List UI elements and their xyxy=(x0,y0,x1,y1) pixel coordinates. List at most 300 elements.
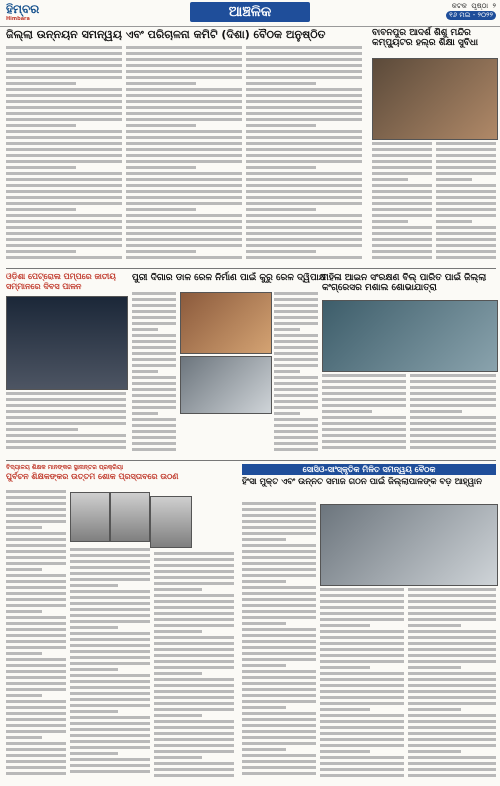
text-line xyxy=(126,136,242,139)
text-line xyxy=(242,772,316,775)
text-line xyxy=(408,654,496,657)
text-line xyxy=(154,636,234,639)
text-line xyxy=(70,716,150,719)
text-line xyxy=(242,556,316,559)
article-body-railway-col2 xyxy=(274,292,318,456)
text-line xyxy=(70,626,118,629)
text-line xyxy=(242,544,316,547)
text-line xyxy=(6,490,66,493)
text-line xyxy=(372,160,432,163)
text-line xyxy=(6,112,122,115)
text-line xyxy=(410,410,462,413)
text-line xyxy=(242,592,316,595)
text-line xyxy=(6,754,66,757)
text-line xyxy=(320,684,404,687)
headline-railway: ପୁରୀ ଦିଗାର ଡାଳ ରେଳ ନିର୍ମାଣ ପାଇଁ କୁରୁ ରେଳ ଦ୍ୱିପାକ୍ଷ xyxy=(132,273,327,283)
text-line xyxy=(242,562,316,565)
text-line xyxy=(132,328,158,331)
text-line xyxy=(154,558,234,561)
text-line xyxy=(242,664,286,667)
text-line xyxy=(154,774,234,777)
text-line xyxy=(372,184,432,187)
text-line xyxy=(246,94,362,97)
text-line xyxy=(408,672,496,675)
text-line xyxy=(274,298,318,301)
text-line xyxy=(372,202,432,205)
text-line xyxy=(242,742,316,745)
city-label: କଟକ xyxy=(451,2,467,10)
text-line xyxy=(126,220,242,223)
text-line xyxy=(126,250,196,253)
text-line xyxy=(6,136,122,139)
text-line xyxy=(372,220,408,223)
text-line xyxy=(246,178,362,181)
text-line xyxy=(6,118,122,121)
text-line xyxy=(408,648,496,651)
text-line xyxy=(320,678,404,681)
text-line xyxy=(322,374,406,377)
text-line xyxy=(372,232,432,235)
text-line xyxy=(408,720,496,723)
text-line xyxy=(126,226,242,229)
text-line xyxy=(70,662,150,665)
text-line xyxy=(320,588,404,591)
text-line xyxy=(154,744,234,747)
text-line xyxy=(274,328,300,331)
text-line xyxy=(6,94,122,97)
text-line xyxy=(126,82,196,85)
text-line xyxy=(274,352,318,355)
text-line xyxy=(126,94,242,97)
text-line xyxy=(242,610,316,613)
text-line xyxy=(70,608,150,611)
text-line xyxy=(322,440,406,443)
text-line xyxy=(154,702,234,705)
text-line xyxy=(132,304,176,307)
text-line xyxy=(154,726,234,729)
text-line xyxy=(70,728,150,731)
text-line xyxy=(246,244,362,247)
text-line xyxy=(126,178,242,181)
text-line xyxy=(70,644,150,647)
page-number: ୨ xyxy=(492,2,496,10)
text-line xyxy=(274,346,318,349)
article-body-petrol xyxy=(6,392,126,456)
page-label: ପୃଷ୍ଠା xyxy=(471,2,489,10)
text-line xyxy=(372,172,432,175)
text-line xyxy=(126,232,242,235)
text-line xyxy=(132,394,176,397)
text-line xyxy=(6,664,66,667)
text-line xyxy=(320,702,404,705)
text-line xyxy=(126,142,242,145)
text-line xyxy=(6,772,66,775)
text-line xyxy=(6,760,66,763)
text-line xyxy=(246,148,362,151)
text-line xyxy=(126,238,242,241)
text-line xyxy=(6,46,122,49)
text-line xyxy=(372,190,432,193)
text-line xyxy=(242,670,316,673)
text-line xyxy=(274,364,318,367)
text-line xyxy=(242,676,316,679)
text-line xyxy=(6,730,66,733)
article-body-teacher-col3 xyxy=(154,552,234,780)
text-line xyxy=(6,52,122,55)
text-line xyxy=(410,386,496,389)
text-line xyxy=(372,142,432,145)
text-line xyxy=(320,690,404,693)
text-line xyxy=(372,166,432,169)
text-line xyxy=(242,628,316,631)
text-line xyxy=(408,630,496,633)
text-line xyxy=(436,190,496,193)
text-line xyxy=(436,208,496,211)
article-body-meeting-col1 xyxy=(242,502,316,780)
text-line xyxy=(6,256,122,259)
text-line xyxy=(322,386,406,389)
text-line xyxy=(132,298,176,301)
text-line xyxy=(320,774,404,777)
text-line xyxy=(154,582,234,585)
text-line xyxy=(274,430,318,433)
text-line xyxy=(132,412,158,415)
text-line xyxy=(70,650,150,653)
text-line xyxy=(154,654,234,657)
text-line xyxy=(274,400,318,403)
photo-teacher-portrait-3 xyxy=(150,496,192,548)
text-line xyxy=(322,446,406,449)
text-line xyxy=(274,382,318,385)
text-line xyxy=(70,560,150,563)
headline-disha-meeting: ଜିଲ୍ଲା ଉନ୍ନୟନ ସମନ୍ୱୟ ଏବଂ ପରିଚାଳନା କମିଟି (ଦିଶା) ବୈଠକ ଅନୁଷ୍ଠିତ xyxy=(6,28,326,41)
text-line xyxy=(126,154,242,157)
text-line xyxy=(70,590,150,593)
text-line xyxy=(6,208,76,211)
text-line xyxy=(6,410,126,413)
divider xyxy=(6,460,496,461)
text-line xyxy=(154,696,234,699)
text-line xyxy=(274,436,318,439)
text-line xyxy=(242,652,316,655)
text-line xyxy=(154,624,234,627)
logo-subtext: Himbara xyxy=(6,16,30,22)
text-line xyxy=(246,136,362,139)
text-line xyxy=(242,712,316,715)
text-line xyxy=(154,672,202,675)
text-line xyxy=(154,552,234,555)
text-line xyxy=(408,702,496,705)
text-line xyxy=(410,446,496,449)
text-line xyxy=(154,642,234,645)
issue-meta xyxy=(420,2,496,20)
text-line xyxy=(154,570,234,573)
text-line xyxy=(436,226,496,229)
text-line xyxy=(246,82,316,85)
text-line xyxy=(70,698,150,701)
text-line xyxy=(274,442,318,445)
headline-petrol: ଓଡ଼ିଶା ପେଟ୍ରୋଲ ପମ୍ପରେ ଜାତୀୟ ସମ୍ମାନରେ ଦିବସ ପାଳନ xyxy=(6,272,116,291)
text-line xyxy=(242,640,316,643)
text-line xyxy=(154,666,234,669)
text-line xyxy=(126,166,196,169)
logo-text: ହିମ୍ବର xyxy=(6,2,40,16)
text-line xyxy=(154,732,234,735)
text-line xyxy=(246,100,362,103)
text-line xyxy=(322,422,406,425)
text-line xyxy=(408,732,496,735)
text-line xyxy=(436,220,472,223)
text-line xyxy=(70,548,150,551)
text-line xyxy=(246,214,362,217)
text-line xyxy=(322,416,406,419)
text-line xyxy=(246,256,362,259)
photo-school-event xyxy=(372,58,498,140)
text-line xyxy=(410,380,496,383)
text-line xyxy=(6,100,122,103)
text-line xyxy=(242,622,286,625)
text-line xyxy=(246,166,316,169)
text-line xyxy=(132,436,176,439)
text-line xyxy=(372,250,432,253)
text-line xyxy=(132,364,176,367)
text-line xyxy=(320,738,404,741)
text-line xyxy=(132,346,176,349)
photo-petrol-pump xyxy=(6,296,128,390)
text-line xyxy=(242,532,316,535)
text-line xyxy=(6,514,66,517)
text-line xyxy=(274,424,318,427)
text-line xyxy=(6,392,126,395)
text-line xyxy=(132,292,176,295)
text-line xyxy=(126,148,242,151)
text-line xyxy=(246,238,362,241)
text-line xyxy=(6,148,122,151)
text-line xyxy=(242,538,286,541)
text-line xyxy=(126,196,242,199)
text-line xyxy=(410,422,496,425)
text-line xyxy=(320,732,404,735)
text-line xyxy=(408,666,461,669)
text-line xyxy=(70,674,150,677)
photo-railway-meeting xyxy=(180,292,272,354)
text-line xyxy=(274,334,318,337)
text-line xyxy=(320,624,370,627)
text-line xyxy=(6,496,66,499)
text-line xyxy=(320,612,404,615)
text-line xyxy=(70,758,150,761)
text-line xyxy=(242,514,316,517)
text-line xyxy=(154,600,234,603)
text-line xyxy=(6,736,42,739)
text-line xyxy=(70,572,150,575)
text-line xyxy=(242,598,316,601)
text-line xyxy=(410,428,496,431)
text-line xyxy=(132,376,176,379)
text-line xyxy=(246,220,362,223)
article-body-railway-col1 xyxy=(132,292,176,456)
text-line xyxy=(408,684,496,687)
text-line xyxy=(126,64,242,67)
text-line xyxy=(6,718,66,721)
text-line xyxy=(408,714,496,717)
text-line xyxy=(70,704,150,707)
text-line xyxy=(408,660,496,663)
text-line xyxy=(132,406,176,409)
text-line xyxy=(320,594,404,597)
text-line xyxy=(242,604,316,607)
text-line xyxy=(70,554,150,557)
article-body-disha-col3 xyxy=(246,46,362,266)
text-line xyxy=(436,154,496,157)
text-line xyxy=(154,612,234,615)
text-line xyxy=(320,600,404,603)
text-line xyxy=(242,694,316,697)
text-line xyxy=(126,106,242,109)
text-line xyxy=(6,220,122,223)
text-line xyxy=(408,678,496,681)
text-line xyxy=(436,202,496,205)
text-line xyxy=(132,322,176,325)
text-line xyxy=(6,70,122,73)
text-line xyxy=(322,392,406,395)
text-line xyxy=(322,404,406,407)
text-line xyxy=(436,148,496,151)
text-line xyxy=(6,580,66,583)
text-line xyxy=(274,370,300,373)
headline-teacher: ପୁର୍ବଚନ ଶିକ୍ଷକଙ୍କର ଉତ୍ତମ ଶୋକ ପ୍ରସ୍ତାବରେ ଉଠଣ xyxy=(6,472,179,481)
text-line xyxy=(242,658,316,661)
text-line xyxy=(408,738,496,741)
text-line xyxy=(274,304,318,307)
text-line xyxy=(6,688,66,691)
text-line xyxy=(126,100,242,103)
text-line xyxy=(372,208,432,211)
text-line xyxy=(6,58,122,61)
text-line xyxy=(246,88,362,91)
text-line xyxy=(408,642,496,645)
text-line xyxy=(274,340,318,343)
text-line xyxy=(154,588,202,591)
text-line xyxy=(6,202,122,205)
text-line xyxy=(6,556,66,559)
text-line xyxy=(246,130,362,133)
text-line xyxy=(126,70,242,73)
text-line xyxy=(408,606,496,609)
text-line xyxy=(408,618,496,621)
text-line xyxy=(6,568,42,571)
text-line xyxy=(132,400,176,403)
text-line xyxy=(274,358,318,361)
text-line xyxy=(6,610,42,613)
text-line xyxy=(6,622,66,625)
article-body-disha-col2 xyxy=(126,46,242,266)
text-line xyxy=(6,658,66,661)
text-line xyxy=(274,316,318,319)
text-line xyxy=(436,214,496,217)
text-line xyxy=(246,232,362,235)
text-line xyxy=(274,406,318,409)
text-line xyxy=(126,208,196,211)
text-line xyxy=(372,154,432,157)
text-line xyxy=(132,334,176,337)
photo-railway-office xyxy=(180,356,272,414)
text-line xyxy=(6,142,122,145)
text-line xyxy=(70,710,118,713)
text-line xyxy=(6,160,122,163)
article-body-teacher-col2 xyxy=(70,548,150,780)
text-line xyxy=(320,726,404,729)
text-line xyxy=(6,190,122,193)
text-line xyxy=(6,508,66,511)
text-line xyxy=(246,250,316,253)
text-line xyxy=(436,238,496,241)
text-line xyxy=(242,760,316,763)
text-line xyxy=(246,124,316,127)
photo-coordination-meeting xyxy=(320,504,498,586)
text-line xyxy=(436,166,496,169)
text-line xyxy=(6,766,66,769)
text-line xyxy=(322,428,406,431)
text-line xyxy=(322,398,406,401)
text-line xyxy=(6,64,122,67)
text-line xyxy=(322,434,406,437)
text-line xyxy=(6,130,122,133)
text-line xyxy=(132,388,176,391)
headline-violence-free: ହିଂସା ମୁକ୍ତ ଏବଂ ଉନ୍ନତ ସମାଜ ଗଠନ ପାଇଁ ଜିଲ୍ଲାପାଳଙ୍କ ବଡ଼ ଆହ୍ୱାନ xyxy=(242,477,482,487)
text-line xyxy=(126,130,242,133)
text-line xyxy=(6,446,126,449)
text-line xyxy=(6,214,122,217)
text-line xyxy=(70,746,150,749)
text-line xyxy=(274,310,318,313)
text-line xyxy=(242,616,316,619)
text-line xyxy=(372,178,408,181)
text-line xyxy=(132,370,158,373)
text-line xyxy=(410,404,496,407)
text-line xyxy=(436,256,496,259)
text-line xyxy=(6,166,76,169)
text-line xyxy=(320,696,404,699)
text-line xyxy=(408,588,496,591)
text-line xyxy=(246,160,362,163)
text-line xyxy=(436,244,496,247)
text-line xyxy=(70,692,150,695)
text-line xyxy=(6,700,66,703)
text-line xyxy=(126,172,242,175)
text-line xyxy=(242,502,316,505)
text-line xyxy=(126,202,242,205)
text-line xyxy=(320,672,404,675)
text-line xyxy=(246,58,362,61)
text-line xyxy=(154,738,234,741)
text-line xyxy=(132,352,176,355)
text-line xyxy=(154,630,202,633)
text-line xyxy=(242,766,316,769)
text-line xyxy=(320,618,404,621)
text-line xyxy=(436,184,496,187)
text-line xyxy=(274,418,318,421)
text-line xyxy=(320,708,370,711)
text-line xyxy=(132,442,176,445)
text-line xyxy=(246,208,316,211)
text-line xyxy=(70,578,150,581)
text-line xyxy=(410,416,496,419)
text-line xyxy=(320,720,404,723)
text-line xyxy=(132,418,176,421)
text-line xyxy=(70,638,150,641)
text-line xyxy=(242,736,316,739)
